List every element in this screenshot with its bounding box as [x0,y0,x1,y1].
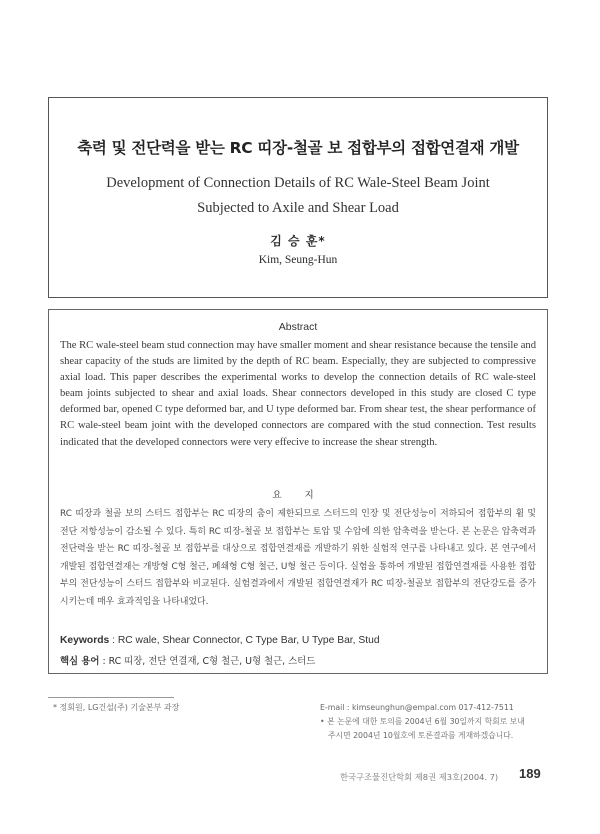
paper-title-korean: 축력 및 전단력을 받는 RC 띠장-철골 보 접합부의 접합연결재 개발 [77,139,519,157]
keywords-korean-list: : RC 띠장, 전단 연결재, C형 철근, U형 철근, 스터드 [102,656,316,667]
discussion-note-line2: 주시면 2004년 10월호에 토론결과를 게재하겠습니다. [328,731,514,740]
discussion-note-line1: • 본 논문에 대한 토의를 2004년 6월 30일까지 학회로 보내 [320,717,525,726]
author-email: E-mail : kimseunghun@empal.com 017-412-7511 [320,703,514,712]
title-box [48,97,548,298]
author-name-english: Kim, Seung-Hun [258,254,338,266]
keywords-english [60,635,380,646]
abstract-heading: Abstract [278,321,318,333]
journal-citation: 한국구조물진단학회 제8권 제3호(2004. 7) [340,772,499,782]
paper-title-english-line1: Development of Connection Details of RC Wale-Steel Beam Joint [106,175,490,191]
keywords-list: : RC wale, Shear Connector, C Type Bar, U Type Bar, Stud [112,635,380,646]
summary-heading: 요 지 [272,490,324,501]
abstract-box [48,309,548,674]
author-name-korean: 김 승 훈* [270,234,326,248]
paper-title-english-line2: Subjected to Axile and Shear Load [197,200,399,216]
keywords-korean-label: 핵심 용어 [60,656,100,667]
summary-text: RC 띠장과 철골 보의 스터드 접합부는 RC 띠장의 춤이 제한되므로 스터드의 인장 및 전단성능이 저하되어 접합부의 휨 및 전단 저항성능이 감소될 수 있다. 특히 RC 띠장-철골 보 접합부는 토압 및 수압에 의한 압축력을 받는다. 본 논문은 압축력과 전단력을 받는 RC 띠장-철골 보 접합부를 대상으로 접합연결재를 개발하기 위한 실험적 연구를 나타내고 있다. 본 연구에서 개발된 접합연결재는 개방형 C형 철근, 폐쇄형 C형 철근, U형 철근 등이다. 실험을 통하여 개발된 접합연결재를 사용한 접합부의 전단성능이 스터드 접합부와 비교된다. 실험결과에서 개발된 접합연결재가 RC 띠장-철골보 접합부의 전단강도를 증가시키는데 매우 효과적임을 나타내었다. [60,509,536,607]
footnote-divider [48,697,174,698]
keywords-label: Keywords [60,635,110,646]
abstract-text: The RC wale-steel beam stud connection may have smaller moment and shear resistance because the tensile and shear capacity of the studs are limited by the depth of RC beam. Especially, they are subjected to compressive axial load. This paper describes the experimental works to develop the connection details of RC wale-steel beam joints subjected to shear and axial loads. Shear connectors developed in this study are closed C type deformed bar, opened C type deformed bar, and U type deformed bar. From shear test, the shear performance of RC wale-steel beam joint with the developed connectors are compared with the stud connection. Test results indicated that the developed connectors were very effecive to increase the shear strength. [60,340,536,448]
footnote-right [320,701,550,743]
author-affiliation: * 정회원, LG건설(주) 기술본부 과장 [53,703,180,712]
keywords-korean [60,653,315,667]
paper-title-english [49,171,547,221]
page-number: 189 [519,766,541,781]
